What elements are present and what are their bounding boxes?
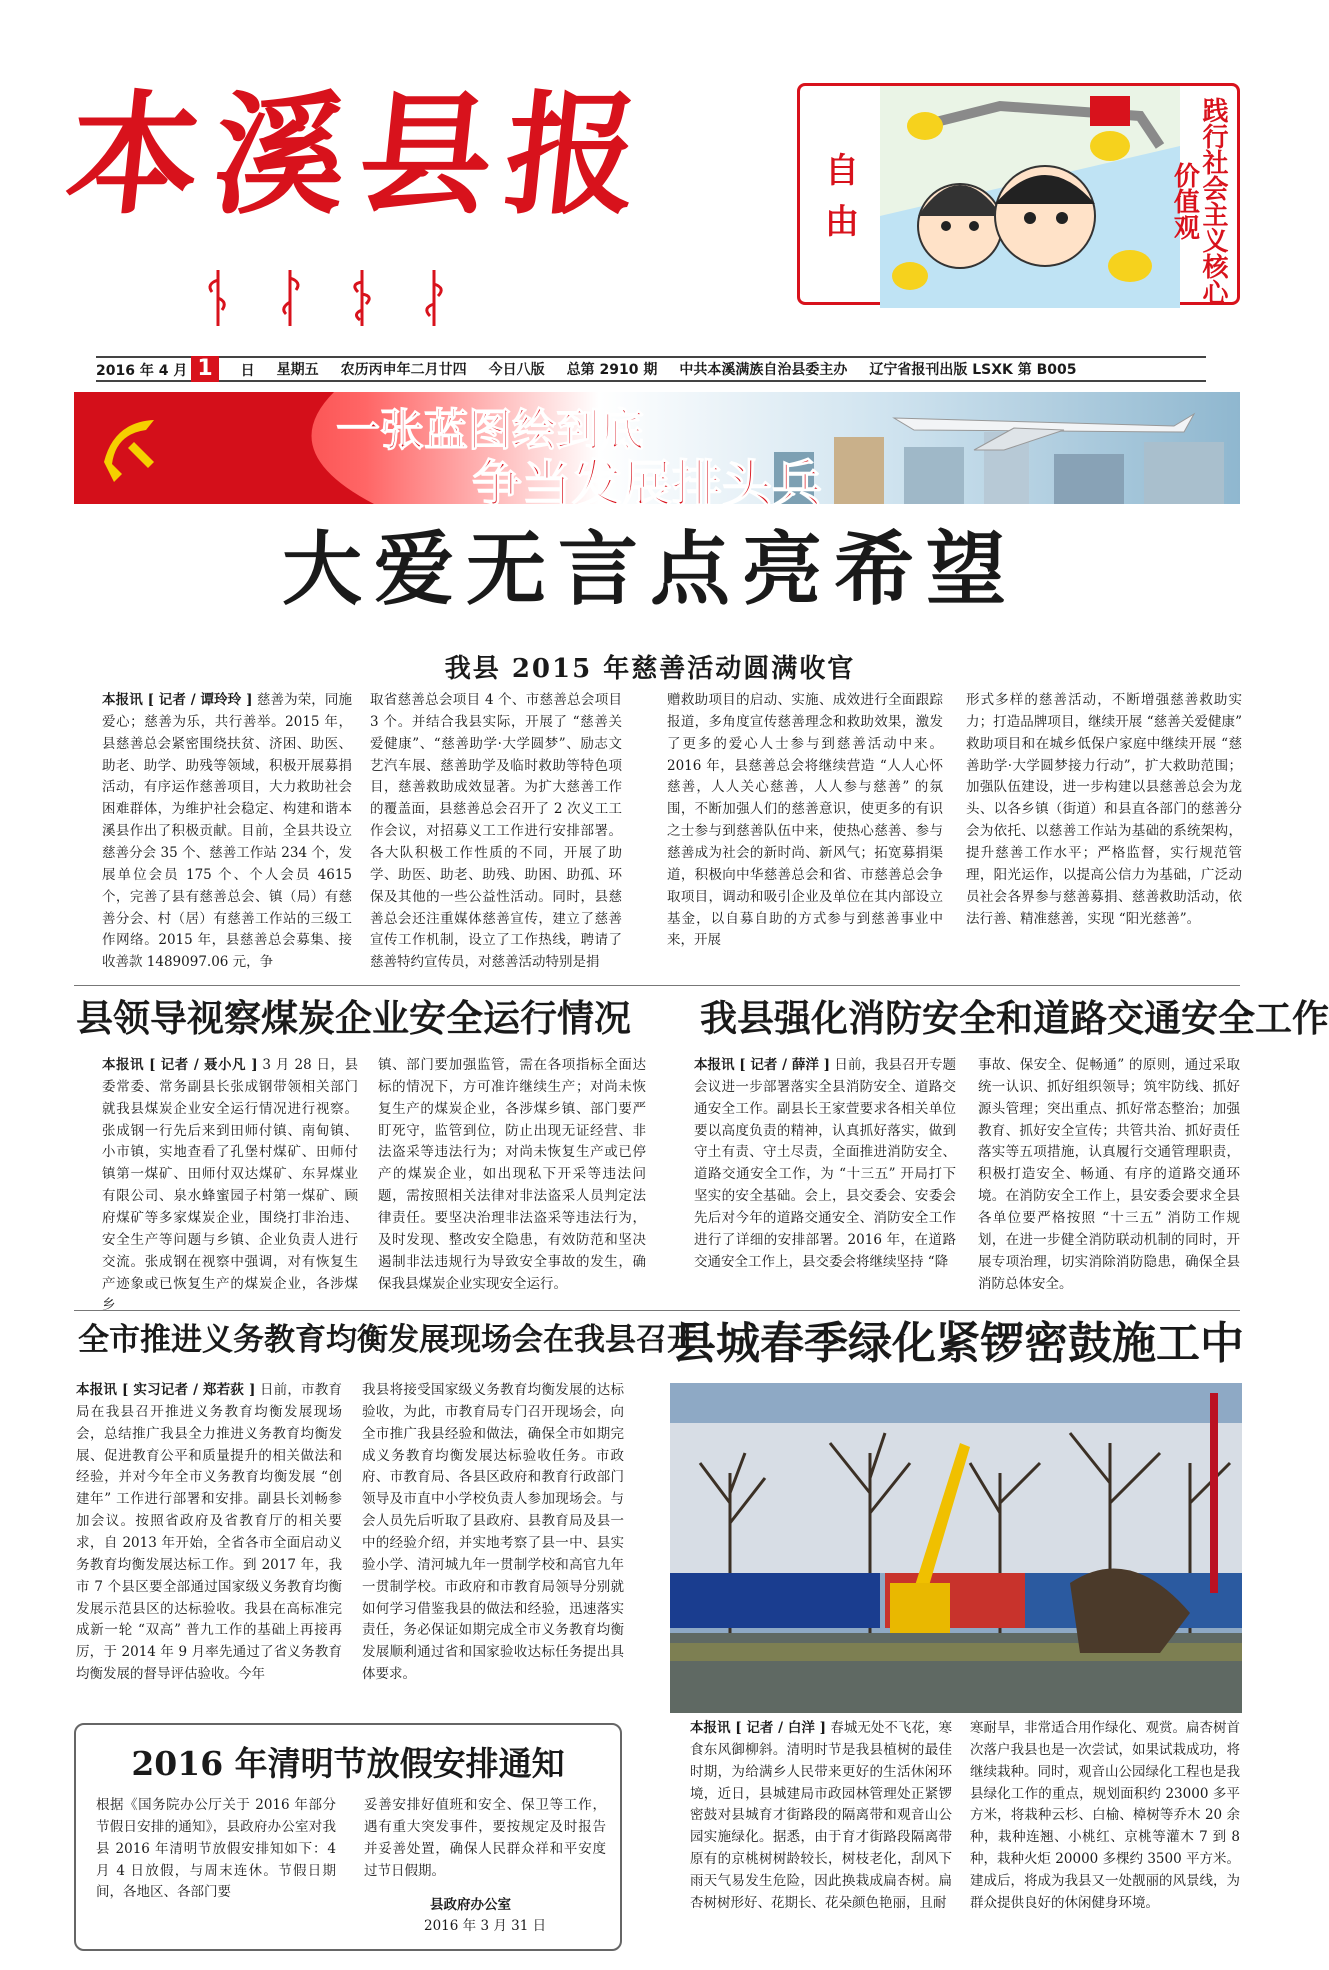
greening-column-1: 本报讯 [ 记者 / 白洋 ] 春城无处不飞花，寒食东风御柳斜。清明时节是我县植树的最佳时期，为给满乡人民带来更好的生活休闲环境，近日，县城建局市政园林管理处正紧锣密鼓对县城育才街路段的隔离带和观音山公园实施绿化。据悉，由于育才街路段隔离带原有的京桃树树龄较长，树枝老化，刮风下雨天气易发生危险，因此换栽成扁杏树。扁杏树树形好、花期长、花朵颜色艳丽，且耐 [690,1720,952,1911]
coal-byline: 本报讯 [ 记者 / 聂小凡 ] [102,1057,258,1073]
masthead-title: 本溪县报 [59,78,661,233]
education-column-1: 本报讯 [ 实习记者 / 郑若荻 ] 日前，市教育局在我县召开推进义务教育均衡发展现场会，总结推广我县全力推进义务教育均衡发展、促进教育公平和质量提升的相关做法和经验，并对今年全市义务教育均衡发展 “创建年” 工作进行部署和安排。副县长刘畅参加会议。按照省政府及省教育厅的相关要求，自 2013 年开始，全省各市全面启动义务教育均衡发展达标工作。到 2017 年，我市 7 个县区要全部通过国家级义务教育均衡发展示范县区的达标验收。我县在高标准完成新一轮 “双高” 普九工作的基础上再接再厉，于 2014 年 9 月率先通过了省义务教育均衡发展的督导评估验收。今年 [76,1382,343,1683]
lead-byline: 本报讯 [ 记者 / 谭玲玲 ] [102,692,253,708]
notice-headline: 2016 年清明节放假安排通知 [131,1744,565,1783]
section-divider [74,1310,1240,1311]
core-values-promo [797,83,1240,305]
dateline-edition: 今日八版 [488,362,545,378]
greening-column-2: 寒耐旱，非常适合用作绿化、观赏。扁杏树首次落户我县也是一次尝试，如果试栽成功，将继续栽种。同时，观音山公园绿化工程也是我县绿化工作的重点，规划面积约 23000 多平方米，将栽种云杉、白榆、樟树等乔木 20 余种，栽种连翘、小桃红、京桃等灌木 7 到 8 种，栽种火炬 20000 多棵约 3500 平方米。建成后，将成为我县又一处靓丽的风景线，为群众提供良好的休闲健身环境。 [970,1720,1240,1911]
fire-column-2: 事故、保安全、促畅通” 的原则，通过采取统一认识、抓好组织领导；筑牢防线、抓好源头管理；突出重点、抓好常态整治；加强教育、抓好安全宣传；共管共治、抓好责任落实等五项措施，认真履行交通管理职责，积极打造安全、畅通、有序的道路交通环境。在消防安全工作上，县安委会要求全县各单位要严格按照 “十三五” 消防工作规划，在进一步健全消防联动机制的同时，开展专项治理，切实消除消防隐患，确保全县消防总体安全。 [978,1057,1240,1292]
lead-column-4: 形式多样的慈善活动，不断增强慈善救助实力；打造品牌项目，继续开展 “慈善关爱健康” 救助项目和在城乡低保户家庭中继续开展 “慈善助学·大学圆梦接力行动”，扩大救助范围；加强队伍建设，进一步构建以县慈善总会为龙头、以各乡镇（街道）和县直各部门的慈善分会为依托、以慈善工作站为基础的系统架构，提升慈善工作水平；严格监督，实行规范管理，阳光运作，以提高公信力为基础，广泛动员社会各界参与慈善募捐、慈善救助活动，依法行善、精准慈善，实现 “阳光慈善”。 [966,692,1242,927]
banner-line-1: 一张蓝图绘到底 [336,405,644,456]
promo-cartoon-illustration [880,86,1180,308]
dateline-license: 辽宁省报刊出版 LSXK 第 B005 [869,362,1077,378]
lead-column-3: 赠救助项目的启动、实施、成效进行全面跟踪报道，多角度宣传慈善理念和救助效果，激发了更多的爱心人士参与到慈善活动中来。2016 年，县慈善总会将继续营造 “人人心怀慈善，人人关心慈善，人人参与慈善” 的氛围，不断加强人们的慈善意识，使更多的有识之士参与到慈善队伍中来，使热心慈善、参与慈善成为社会的新时尚、新风气；拓宽募捐渠道，积极向中华慈善总会和省、市慈善总会争取项目，调动和吸引企业及单位在其内部设立基金，以自募自助的方式参与到慈善事业中来，开展 [667,692,943,949]
dateline-day: 1 [191,356,218,382]
dateline [96,356,1206,382]
promo-word: 自由 [825,151,859,242]
lead-column-1: 本报讯 [ 记者 / 谭玲玲 ] 慈善为荣，同施爱心；慈善为乐，共行善举。2015 年，县慈善总会紧密围绕扶贫、济困、助医、助老、助学、助残等领域，积极开展募捐活动，有序运作慈善项目，大力救助社会困难群体，为维护社会稳定、构建和谐本溪县作出了积极贡献。目前，全县共设立慈善分会 35 个、慈善工作站 234 个，发展单位会员 175 个、个人会员 4615 个，完善了县有慈善总会、镇（局）有慈善分会、村（居）有慈善工作站的三级工作网络。2015 年，县慈善总会募集、接收善款 1489097.06 元，争 [102,692,352,971]
dateline-date: 2016 年 4 月 1 日 [96,356,255,381]
education-column-2: 我县将接受国家级义务教育均衡发展的达标验收，为此，市教育局专门召开现场会，向全市推广我县经验和做法，确保全市如期完成义务教育均衡发展达标验收任务。市政府、市教育局、各县区政府和教育行政部门领导及市直中小学校负责人参加现场会。与会人员先后听取了县政府、县教育局及县一中的经验介绍，并实地考察了县一中、县实验小学、清河城九年一贯制学校和高官九年一贯制学校。市政府和市教育局领导分别就如何学习借鉴我县的做法和经验，迅速落实责任，务必保证如期完成全市义务教育均衡发展顺利通过省和国家验收达标任务提出具体要求。 [362,1382,624,1683]
banner-line-2: 争当发展排头兵 [472,455,822,513]
lead-column-2: 取省慈善总会项目 4 个、市慈善总会项目 3 个。并结合我县实际，开展了 “慈善关爱健康”、“慈善助学·大学圆梦”、励志文艺汽车展、慈善助学及临时救助等特色项目，慈善救助成效显著。为扩大慈善工作的覆盖面，县慈善总会召开了 2 次义工工作会议，对招募义工工作进行安排部署。各大队积极工作性质的不同，开展了助学、助医、助老、助残、助困、助孤、环保及其他的一些公益性活动。同时，县慈善总会还注重媒体慈善宣传，建立了慈善宣传工作机制，设立了工作热线，聘请了慈善特约宣传员，对慈善活动特别是捐 [370,692,622,971]
coal-column-1: 本报讯 [ 记者 / 聂小凡 ] 3 月 28 日，县委常委、常务副县长张成钢带领相关部门就我县煤炭企业安全运行情况进行视察。张成钢一行先后来到田师付镇、南甸镇、小市镇，实地查看了孔堡村煤矿、田师付镇第一煤矿、田师付双达煤矿、东昇煤业有限公司、泉水蜂蜜园子村第一煤矿、顾府煤矿等多家煤炭企业，围绕打非治违、安全生产等问题与乡镇、企业负责人进行交流。张成钢在视察中强调，对有恢复生产迹象或已恢复生产的煤炭企业，各涉煤乡 [102,1057,358,1314]
promo-slogan: 践行社会主义核心价值观 [1169,97,1228,305]
greening-headline: 县城春季绿化紧锣密鼓施工中 [672,1318,1244,1369]
fire-column-1: 本报讯 [ 记者 / 薛洋 ] 日前，我县召开专题会议进一步部署落实全县消防安全、道路交通安全工作。副县长王家萱要求各相关单位要以高度负责的精神，认真抓好落实，做到守土有责、守土尽责，全面推进消防安全、道路交通安全工作，为 “十三五” 开局打下坚实的安全基础。会上，县交委会、安委会先后对今年的道路交通安全、消防安全工作进行了详细的安排部署。2016 年，在道路交通安全工作上，县交委会将继续坚持 “降 [694,1057,956,1270]
greening-byline: 本报讯 [ 记者 / 白洋 ] [690,1720,826,1736]
coal-column-2: 镇、部门要加强监管，需在各项指标全面达标的情况下，方可准许继续生产；对尚未恢复生产的煤炭企业，各涉煤乡镇、部门要严盯死守，监管到位，防止出现无证经营、非法盗采等违法行为；对尚未恢复生产或已停产的煤炭企业，如出现私下开采等违法问题，需按照相关法律对非法盗采人员判定法律责任。要坚决治理非法盗采等违法行为，及时发现、整改安全隐患，有效防范和坚决遏制非法违规行为导致安全事故的发生，确保我县煤炭企业实现安全运行。 [378,1057,646,1292]
masthead-mongolian-script [203,268,449,328]
greening-photo [670,1383,1242,1713]
notice-date: 2016 年 3 月 31 日 [424,1918,547,1934]
dateline-weekday: 星期五 [276,362,319,378]
section-divider [74,985,1240,986]
lead-headline: 大爱无言点亮希望 [282,523,1018,616]
fire-byline: 本报讯 [ 记者 / 薛洋 ] [694,1057,830,1073]
dateline-issue: 总第 2910 期 [566,362,658,378]
dateline-lunar: 农历丙申年二月廿四 [340,362,467,378]
masthead [59,78,708,286]
education-byline: 本报讯 [ 实习记者 / 郑若荻 ] [76,1382,256,1398]
notice-column-2: 妥善安排好值班和安全、保卫等工作，遇有重大突发事件，要按规定及时报告并妥善处置，确保人民群众祥和平安度过节日假期。 [364,1797,606,1879]
dateline-publisher: 中共本溪满族自治县委主办 [679,362,848,378]
lead-subheadline: 我县 2015 年慈善活动圆满收官 [444,654,856,684]
slogan-banner [74,392,1240,513]
coal-headline: 县领导视察煤炭企业安全运行情况 [76,996,631,1040]
notice-signature: 县政府办公室 [430,1897,511,1913]
fire-headline: 我县强化消防安全和道路交通安全工作 [700,996,1329,1040]
education-headline: 全市推进义务教育均衡发展现场会在我县召开 [78,1322,698,1358]
notice-column-1: 根据《国务院办公厅关于 2016 年部分节假日安排的通知》，县政府办公室对我县 2016 年清明节放假安排知如下：4 月 4 日放假，与周末连休。节假日期间，各地区、各部门要 [96,1797,336,1901]
